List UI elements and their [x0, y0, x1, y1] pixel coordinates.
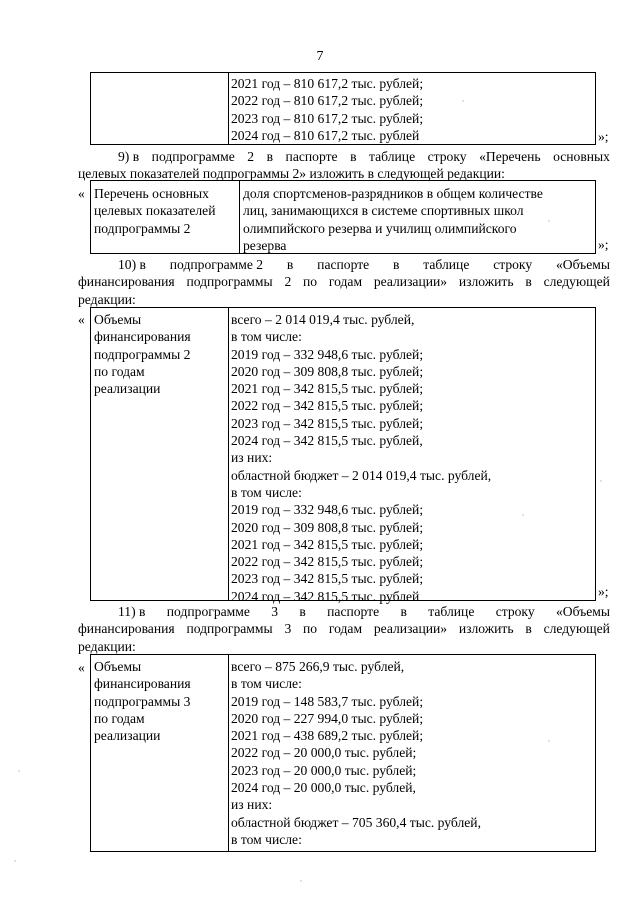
table-left-cell: [94, 185, 216, 237]
word: таблице: [428, 604, 475, 619]
word: изложить: [458, 621, 514, 637]
word: 11) в: [118, 604, 146, 619]
paragraph-line: [78, 603, 610, 620]
cell-line: всего – 2 014 019,4 тыс. рублей,: [231, 312, 415, 327]
cell-line: из них:: [231, 797, 273, 813]
word: годам: [328, 274, 363, 290]
word: подпрограмме: [166, 604, 250, 619]
table-left-cell: [94, 658, 191, 744]
table-right-cell: [231, 311, 491, 605]
paragraph-10: [78, 256, 610, 308]
cell-line: 2024 год – 810 617,2 тыс. рублей: [231, 127, 420, 143]
cell-line: областной бюджет – 705 360,4 тыс. рублей,: [231, 814, 481, 830]
cell-line: по годам: [94, 710, 145, 726]
closing-quote: »;: [598, 237, 609, 252]
paragraph-line: [78, 256, 610, 273]
cell-line: финансирования: [94, 329, 191, 345]
cell-line: 2022 год – 20 000,0 тыс. рублей;: [231, 745, 417, 761]
word: реализации»: [373, 621, 448, 637]
word: 10) в: [118, 257, 146, 272]
word: «Объемы: [555, 257, 610, 272]
word: основных: [553, 149, 610, 164]
word: в: [266, 149, 274, 164]
word: подпрограмме: [151, 149, 235, 164]
word: паспорте: [317, 257, 370, 272]
word: следующей: [543, 274, 610, 290]
cell-line: реализации: [94, 728, 161, 744]
cell-line: Объемы: [94, 659, 142, 674]
cell-line: 2024 год – 20 000,0 тыс. рублей,: [231, 780, 416, 796]
cell-line: 2024 год – 342 815,5 тыс. рублей: [231, 588, 420, 604]
cell-line: 2020 год – 227 994,0 тыс. рублей;: [231, 710, 424, 726]
cell-line: финансирования: [94, 676, 191, 692]
scan-speck: [18, 770, 20, 772]
word: по: [303, 274, 318, 290]
word: строку: [427, 149, 467, 164]
table-column-divider: [239, 181, 240, 253]
word: в: [525, 621, 532, 637]
word: «Объемы: [556, 604, 610, 619]
cell-line: подпрограммы 2: [94, 220, 191, 236]
cell-line: 2021 год – 342 815,5 тыс. рублей;: [231, 536, 424, 552]
table-subprogram2-funding: [90, 307, 596, 604]
opening-quote: «: [78, 312, 85, 327]
cell-line: в том числе:: [231, 484, 302, 500]
cell-line: 2021 год – 810 617,2 тыс. рублей;: [231, 76, 424, 91]
word: реализации»: [373, 274, 448, 290]
cell-line: 2021 год – 438 689,2 тыс. рублей;: [231, 728, 424, 744]
cell-line: подпрограммы 3: [94, 693, 191, 709]
cell-line: подпрограммы 2: [94, 346, 191, 362]
cell-line: 2021 год – 342 815,5 тыс. рублей;: [231, 381, 424, 397]
table-column-divider: [228, 308, 229, 600]
word: таблице: [369, 149, 416, 164]
table-column-divider: [228, 655, 229, 851]
word: подпрограмме 2: [169, 257, 264, 272]
paragraph-line: [78, 148, 610, 165]
cell-line: резерва: [243, 237, 287, 253]
word: в: [400, 604, 407, 619]
cell-line: 2019 год – 332 948,6 тыс. рублей;: [231, 502, 424, 518]
table-right-cell: [243, 185, 543, 254]
word: годам: [328, 621, 363, 637]
cell-line: целевых показателей: [94, 203, 216, 219]
cell-line: 2024 год – 342 815,5 тыс. рублей,: [231, 433, 423, 449]
word: по: [303, 621, 318, 637]
word: в: [350, 149, 357, 164]
cell-line: 2019 год – 148 583,7 тыс. рублей;: [231, 693, 424, 709]
table-right-cell: [231, 75, 423, 144]
word: в: [393, 257, 400, 272]
word: строку: [495, 604, 535, 619]
paragraph-line: [78, 620, 610, 637]
table-subprogram3-funding: [90, 654, 596, 852]
cell-line: 2023 год – 810 617,2 тыс. рублей;: [231, 110, 424, 126]
closing-quote: »;: [598, 129, 609, 144]
word: в: [525, 274, 532, 290]
word: 2: [284, 274, 292, 290]
paragraph-9: [78, 148, 610, 183]
opening-quote: «: [78, 186, 85, 201]
cell-line: областной бюджет – 2 014 019,4 тыс. рублей,: [231, 467, 492, 483]
cell-line: лиц, занимающихся в системе спортивных школ: [243, 203, 524, 219]
scan-speck: [14, 860, 16, 862]
paragraph-line: целевых показателей подпрограммы 2» изложить в следующей редакции:: [78, 166, 505, 182]
cell-line: 2022 год – 810 617,2 тыс. рублей;: [231, 93, 424, 109]
table-column-divider: [228, 73, 229, 144]
closing-quote: »;: [598, 584, 609, 599]
paragraph-line: [78, 273, 610, 290]
cell-line: по годам: [94, 363, 145, 379]
cell-line: 2020 год – 309 808,8 тыс. рублей;: [231, 519, 424, 535]
word: изложить: [458, 274, 514, 290]
word: подпрограммы: [186, 274, 273, 290]
scan-speck: [548, 220, 550, 222]
word: 3: [284, 621, 292, 637]
cell-line: 2022 год – 342 815,5 тыс. рублей;: [231, 398, 424, 414]
paragraph-line: редакции:: [78, 638, 136, 654]
cell-line: доля спортсменов-разрядников в общем количестве: [243, 186, 543, 201]
page-number: 7: [316, 49, 324, 64]
cell-line: 2023 год – 342 815,5 тыс. рублей;: [231, 415, 424, 431]
word: следующей: [543, 621, 610, 637]
scan-speck: [548, 740, 550, 742]
word: строку: [493, 257, 533, 272]
word: паспорте: [327, 604, 380, 619]
opening-quote: «: [78, 660, 85, 675]
word: паспорте: [285, 149, 338, 164]
word: в: [299, 604, 306, 619]
paragraph-line: редакции:: [78, 291, 136, 307]
cell-line: всего – 875 266,9 тыс. рублей,: [231, 659, 405, 674]
word: 2: [247, 149, 255, 164]
word: 9) в: [118, 149, 140, 164]
word: 3: [271, 604, 279, 619]
cell-line: олимпийского резерва и училищ олимпийского: [243, 220, 517, 236]
cell-line: 2023 год – 20 000,0 тыс. рублей;: [231, 762, 417, 778]
table-left-cell: [94, 311, 191, 397]
scan-speck: [300, 880, 302, 882]
word: таблице: [423, 257, 470, 272]
paragraph-11: [78, 603, 610, 655]
cell-line: Перечень основных: [94, 186, 209, 201]
cell-line: из них:: [231, 450, 273, 466]
cell-line: в том числе:: [231, 831, 302, 847]
cell-line: 2020 год – 309 808,8 тыс. рублей;: [231, 363, 424, 379]
table-target-indicators: [90, 180, 596, 254]
cell-line: 2023 год – 342 815,5 тыс. рублей;: [231, 571, 424, 587]
cell-line: реализации: [94, 381, 161, 397]
scan-speck: [522, 514, 524, 516]
cell-line: Объемы: [94, 312, 142, 327]
table-right-cell: [231, 658, 481, 848]
word: подпрограммы: [186, 621, 273, 637]
word: финансирования: [78, 274, 175, 290]
cell-line: 2022 год – 342 815,5 тыс. рублей;: [231, 554, 424, 570]
cell-line: в том числе:: [231, 329, 302, 345]
word: в: [286, 257, 294, 272]
cell-line: в том числе:: [231, 676, 302, 692]
cell-line: 2019 год – 332 948,6 тыс. рублей;: [231, 346, 424, 362]
scan-speck: [462, 100, 464, 102]
scan-speck: [600, 480, 602, 482]
word: «Перечень: [479, 149, 541, 164]
table-subprogram1-funding-continued: [90, 72, 596, 145]
word: финансирования: [78, 621, 175, 637]
